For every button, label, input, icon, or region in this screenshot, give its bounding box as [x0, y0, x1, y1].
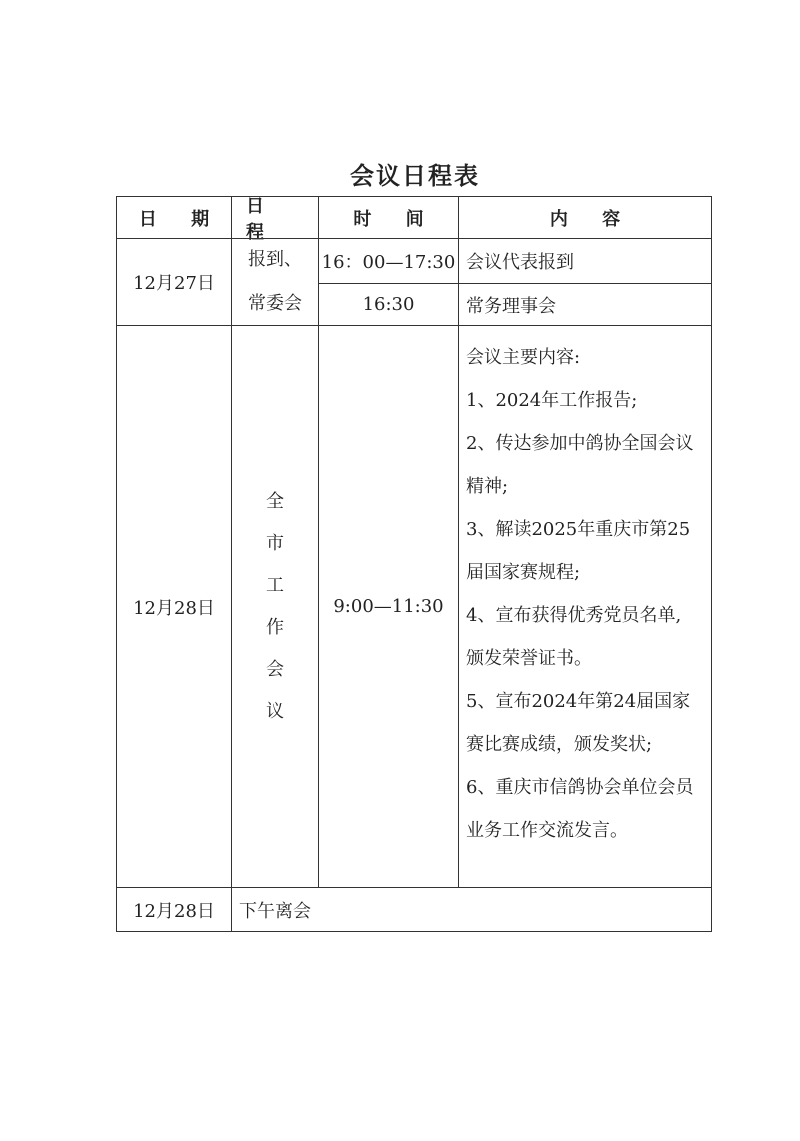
- row1-time2: 16:30: [318, 283, 459, 326]
- content-line: 4、宣布获得优秀党员名单,: [466, 605, 682, 626]
- row2-schedule-char: 工: [266, 574, 284, 596]
- content-line: 6、重庆市信鸽协会单位会员: [466, 777, 694, 798]
- content-line: 3、解读2025年重庆市第25: [466, 519, 691, 540]
- header-time: 时 间: [318, 196, 459, 239]
- row1-schedule-line1: 报到、: [248, 249, 302, 270]
- row2-schedule-char: 会: [266, 658, 284, 680]
- content-line: 1、2024年工作报告;: [466, 390, 638, 411]
- content-line: 颁发荣誉证书。: [466, 648, 592, 669]
- header-schedule: 日 程: [231, 196, 319, 239]
- content-line: 赛比赛成绩，颁发奖状;: [466, 734, 653, 755]
- content-line: 精神;: [466, 476, 509, 497]
- header-date: 日 期: [116, 196, 232, 239]
- row1-schedule: [231, 238, 319, 326]
- row2-time: 9:00—11:30: [318, 325, 459, 888]
- row2-schedule-char: 作: [266, 616, 284, 638]
- row1-schedule-line2: 常委会: [248, 293, 302, 314]
- row1-time1: 16：00—17:30: [318, 238, 459, 284]
- page-title: 会议日程表: [350, 162, 480, 190]
- row2-schedule-char: 议: [266, 700, 284, 722]
- row2-schedule-char: 市: [266, 532, 284, 554]
- row1-content1: 会议代表报到: [458, 238, 712, 284]
- header-content: 内 容: [458, 196, 712, 239]
- row1-content2: 常务理事会: [458, 283, 712, 326]
- row3-date: 12月28日: [116, 887, 232, 932]
- content-line: 届国家赛规程;: [466, 562, 581, 583]
- content-line: 业务工作交流发言。: [466, 820, 628, 841]
- row2-schedule-char: 全: [266, 490, 284, 512]
- row1-date: 12月27日: [116, 238, 232, 326]
- row2-schedule: [231, 325, 319, 888]
- row2-content: [458, 325, 712, 888]
- row3-content: 下午离会: [231, 887, 712, 932]
- content-line: 2、传达参加中鸽协全国会议: [466, 433, 694, 454]
- row2-date: 12月28日: [116, 325, 232, 888]
- content-line: 5、宣布2024年第24届国家: [466, 691, 691, 712]
- content-line: 会议主要内容:: [466, 347, 581, 368]
